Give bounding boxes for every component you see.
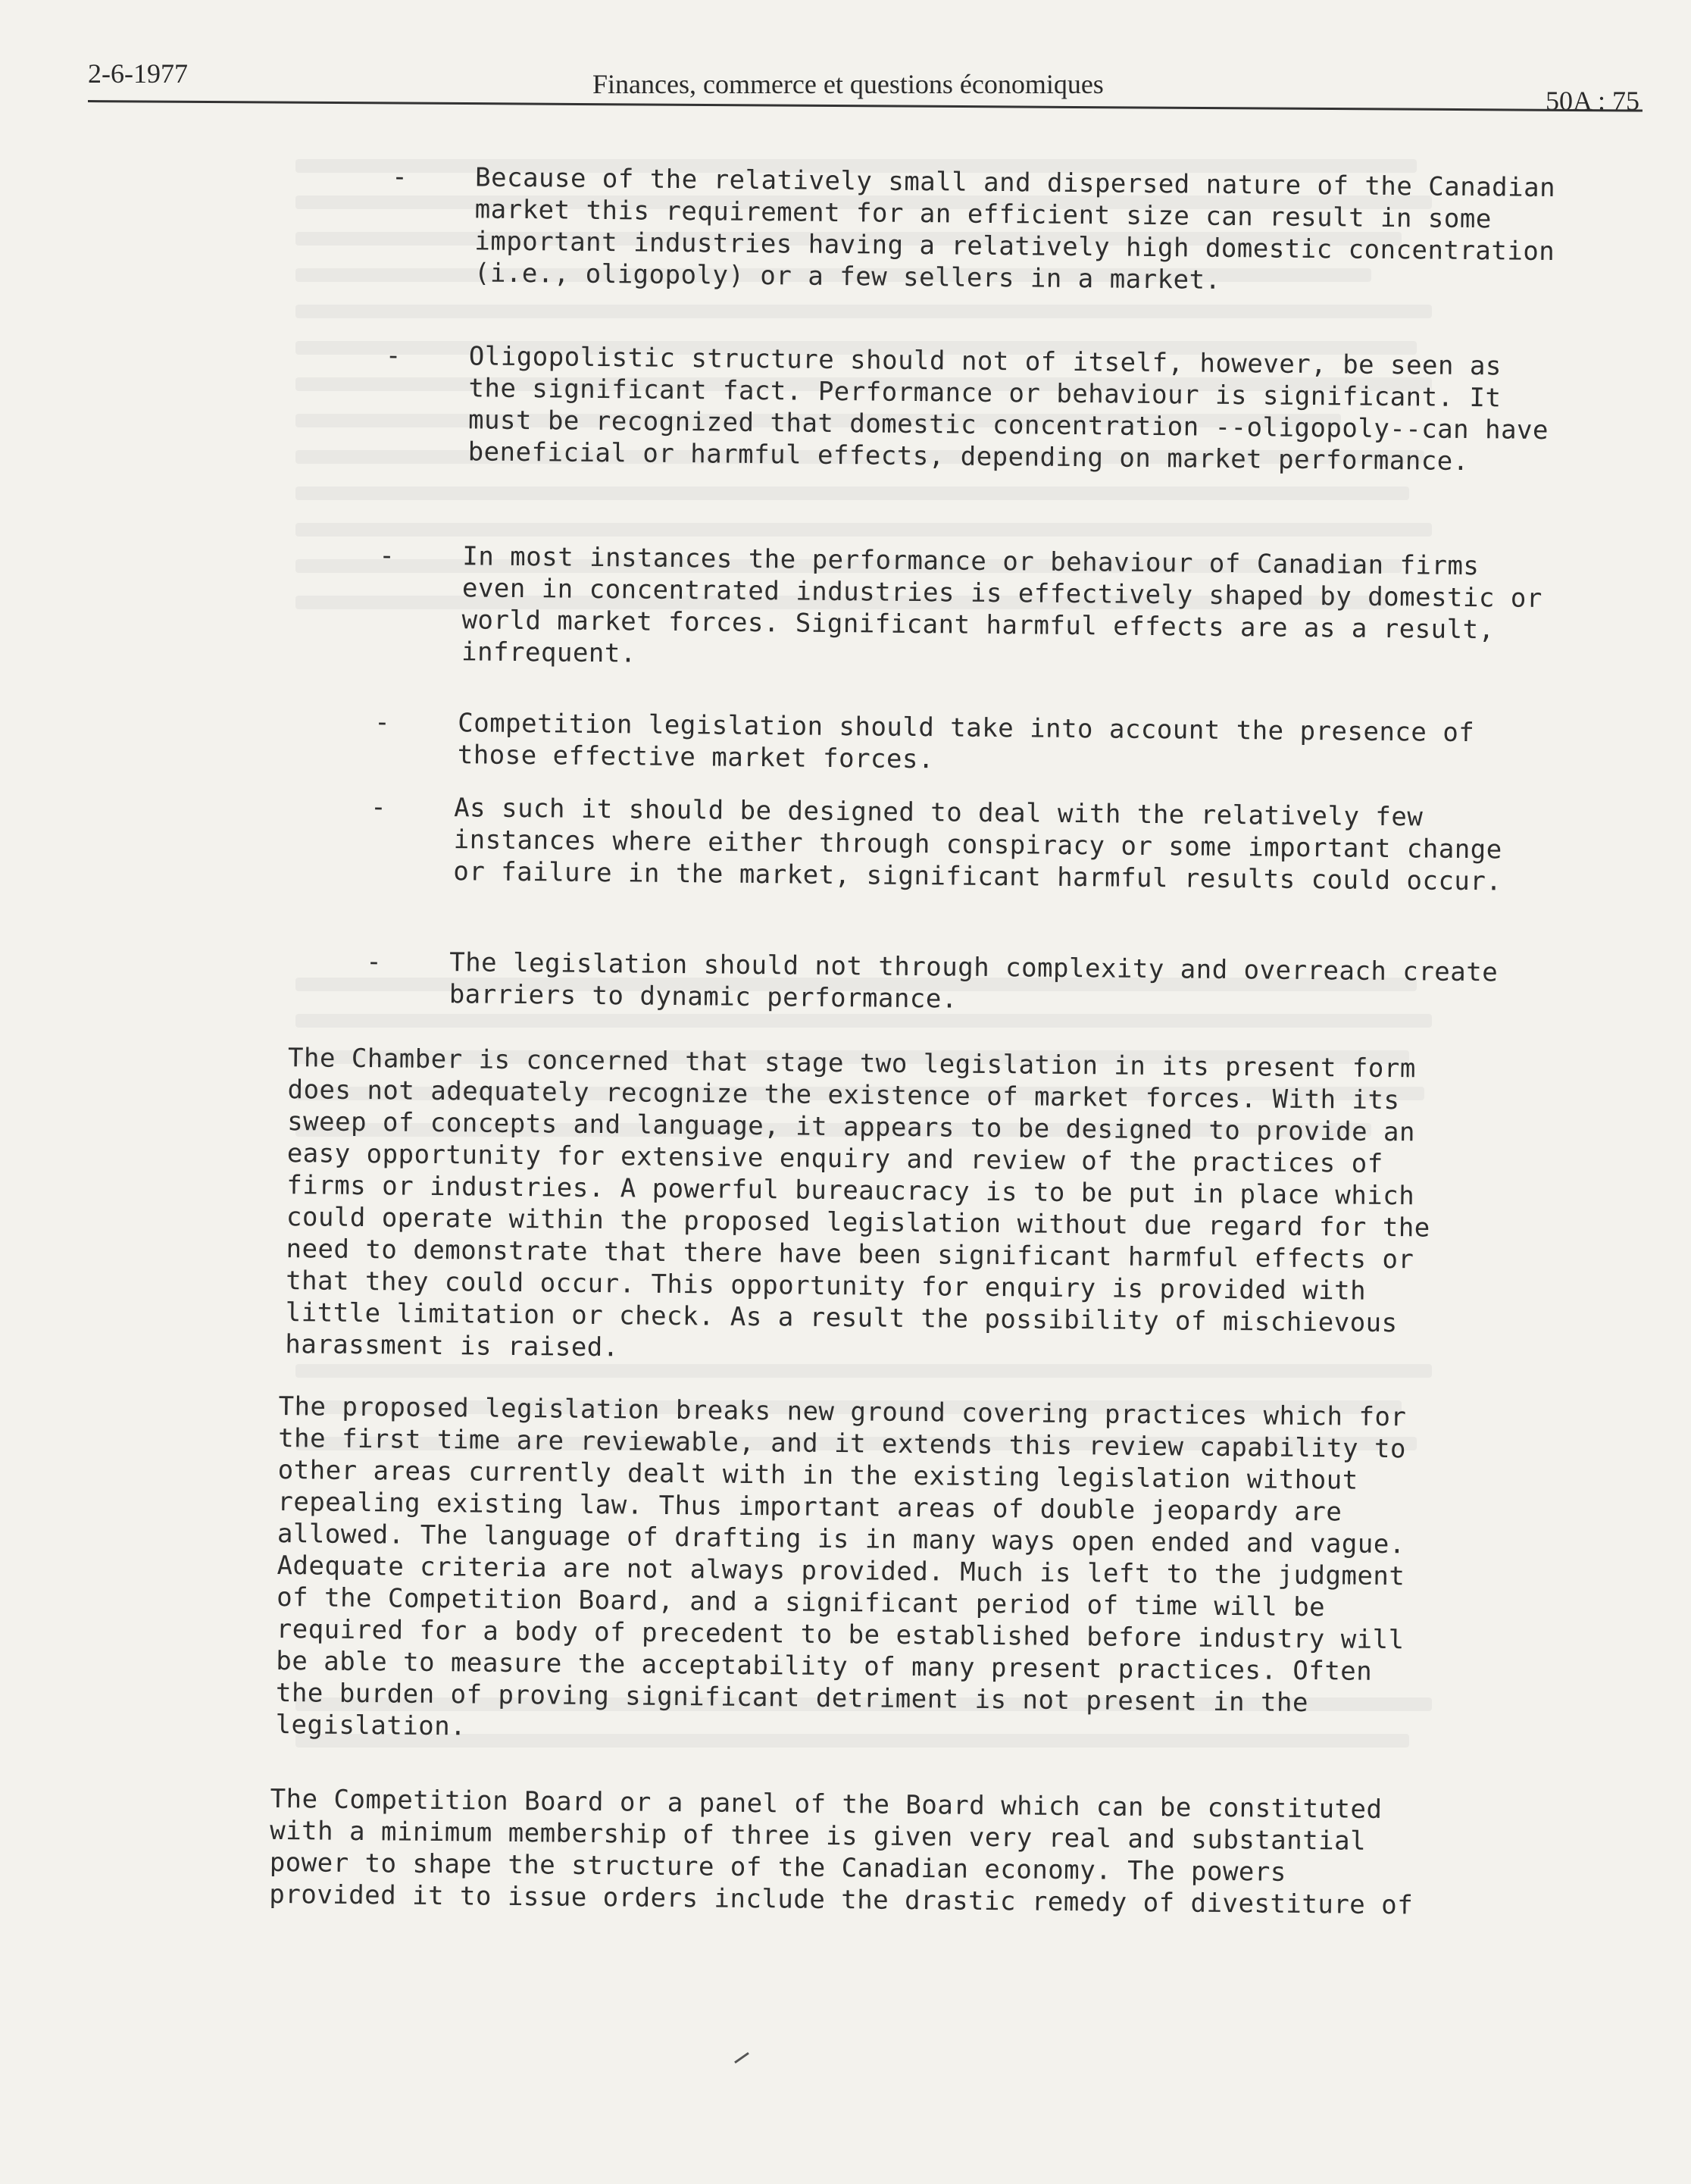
bullet-dash: - bbox=[379, 540, 395, 571]
bullet-item bbox=[385, 340, 1560, 478]
bullet-dash: - bbox=[374, 707, 391, 738]
body-paragraph: The proposed legislation breaks new ground covering practices which for the first time are reviewable, and it extends this review capability to other areas currently dealt with in the existing legislation without repealing existing law. Thus important areas of double jeopardy are allowed. The language of drafting is in many ways open ended and vague. Adequate criteria are not always provided. Much is left to the judgment of the Competition Board, and a significant period of time will be required for a body of precedent to be established before industry will be able to measure the acceptability of many present practices. Often the burden of proving significant detriment is not present in the legislation. bbox=[275, 1391, 1407, 1742]
bullet-text: Competition legislation should take into account the presence of those effective market forces. bbox=[457, 708, 1475, 775]
header-date: 2-6-1977 bbox=[88, 58, 188, 89]
header-page-number: 50A : 75 bbox=[1546, 86, 1640, 116]
header-title: Finances, commerce et questions économiques bbox=[592, 69, 1104, 99]
bullet-text: Oligopolistic structure should not of itself, however, be seen as the significant fact. Performance or behaviour is significant. It must be recognized that domestic concentration --oligopoly--can have beneficial or harmful effects, depending on market performance. bbox=[467, 341, 1549, 477]
body-paragraph: The Competition Board or a panel of the Board which can be constituted with a minimum membership of three is given very real and substantial power to shape the structure of the Canadian economy. The powers provided it to issue orders include the drastic remedy of divestiture of bbox=[269, 1783, 1414, 1921]
bullet-item bbox=[391, 161, 1567, 299]
bullet-item bbox=[374, 707, 1549, 781]
bullet-dash: - bbox=[370, 792, 387, 823]
bullet-item bbox=[379, 540, 1554, 678]
bullet-dash: - bbox=[391, 161, 408, 192]
body-paragraph: The Chamber is concerned that stage two legislation in its present form does not adequately recognize the existence of market forces. With its sweep of concepts and language, it appears to be designed to provide an easy opportunity for extensive enquiry and review of the practices of firms or industries. A powerful bureaucracy is to be put in place which could operate within the proposed legislation without due regard for the need to demonstrate that there have been significant harmful effects or that they could occur. This opportunity for enquiry is provided with little limitation or check. As a result the possibility of mischievous harassment is raised. bbox=[285, 1043, 1430, 1363]
bullet-item bbox=[366, 947, 1541, 1021]
bullet-dash: - bbox=[366, 947, 383, 978]
bullet-item bbox=[370, 792, 1545, 898]
bullet-text: The legislation should not through complexity and overreach create barriers to dynamic performance. bbox=[449, 947, 1499, 1015]
bullet-dash: - bbox=[385, 340, 402, 371]
bullet-text: Because of the relatively small and dispersed nature of the Canadian market this requirement for an efficient size can result in some important industries having a relatively high domestic concentration (i.e., oligopoly) or a few sellers in a market. bbox=[474, 162, 1556, 296]
bullet-text: In most instances the performance or behaviour of Canadian firms even in concentrated industries is effectively shaped by domestic or world market forces. Significant harmful effects are as a result, infrequent. bbox=[461, 541, 1543, 669]
bullet-text: As such it should be designed to deal with the relatively few instances where either through conspiracy or some important change or failure in the market, significant harmful results could occur. bbox=[453, 793, 1502, 897]
